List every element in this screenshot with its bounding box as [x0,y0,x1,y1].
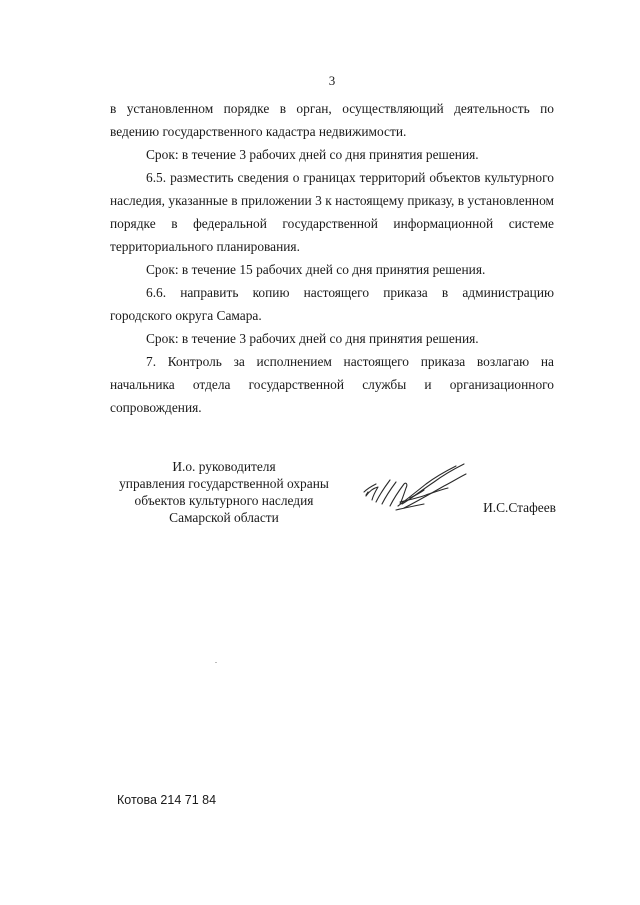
document-body [110,97,554,419]
position-line: управления государственной охраны [119,476,329,491]
signer-name: И.С.Стафеев [483,500,556,515]
scan-speck [215,662,217,663]
paragraph-deadline-1: Срок: в течение 3 рабочих дней со дня принятия решения. [146,147,479,162]
signatory-position [108,458,340,526]
paragraph-deadline-2: Срок: в течение 15 рабочих дней со дня принятия решения. [146,262,486,277]
paragraph-cadastre: в установленном порядке в орган, осуществляющий деятельность по ведению государственного кадастра недвижимости. [110,101,554,139]
page-number: 3 [328,73,336,88]
paragraph-deadline-3: Срок: в течение 3 рабочих дней со дня принятия решения. [146,331,479,346]
position-line: Самарской области [169,510,279,525]
paragraph-item-6-5: 6.5. разместить сведения о границах территорий объектов культурного наследия, указанные в приложении 3 к настоящему приказу, в установленном порядке в федеральной государственной информационной системе территориального планирования. [110,170,554,254]
paragraph-item-7: 7. Контроль за исполнением настоящего приказа возлагаю на начальника отдела государственной службы и организационного сопровождения. [110,354,554,415]
executor-contact: Котова 214 71 84 [117,793,217,807]
paragraph-item-6-6: 6.6. направить копию настоящего приказа в администрацию городского округа Самара. [110,285,554,323]
handwritten-signature [360,462,470,522]
position-line: объектов культурного наследия [134,493,314,508]
position-line: И.о. руководителя [172,459,276,474]
